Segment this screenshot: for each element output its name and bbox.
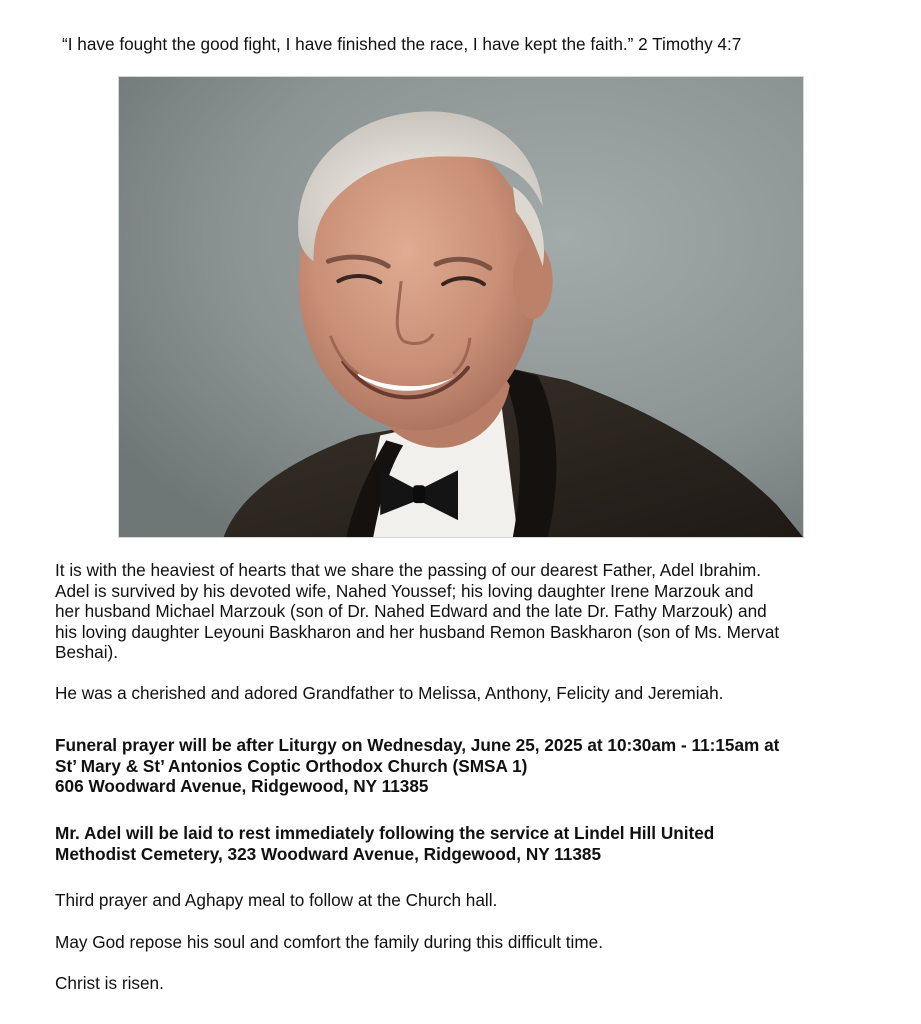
- closing-line: Christ is risen.: [55, 973, 164, 993]
- funeral-line: Funeral prayer will be after Liturgy on Wednesday, June 25, 2025 at 10:30am - 11:15am at: [55, 735, 780, 755]
- obituary-line: It is with the heaviest of hearts that we share the passing of our dearest Father, Adel Ibrahim.: [55, 560, 762, 580]
- obituary-line: Beshai).: [55, 642, 119, 663]
- obituary-paragraph: [55, 560, 875, 663]
- obituary-line: Adel is survived by his devoted wife, Nahed Youssef; his loving daughter Irene Marzouk and: [55, 580, 754, 601]
- portrait-photo: [118, 76, 804, 538]
- burial-line: Mr. Adel will be laid to rest immediately following the service at Lindel Hill United: [55, 823, 715, 843]
- portrait-illustration: [119, 77, 803, 537]
- funeral-church-line: St’ Mary & St’ Antonios Coptic Orthodox Church (SMSA 1): [55, 755, 528, 776]
- repose-line: May God repose his soul and comfort the family during this difficult time.: [55, 932, 604, 952]
- obituary-line: his loving daughter Leyouni Baskharon and her husband Remon Baskharon (son of Ms. Mervat: [55, 621, 780, 642]
- burial-line: Methodist Cemetery, 323 Woodward Avenue, Ridgewood, NY 11385: [55, 843, 602, 864]
- obituary-line: her husband Michael Marzouk (son of Dr. Nahed Edward and the late Dr. Fathy Marzouk) and: [55, 601, 767, 622]
- closing-paragraph: [55, 973, 875, 994]
- repose-paragraph: [55, 932, 875, 953]
- funeral-address-line: 606 Woodward Avenue, Ridgewood, NY 11385: [55, 776, 429, 797]
- grandfather-paragraph: [55, 683, 875, 704]
- grandfather-line: He was a cherished and adored Grandfather to Melissa, Anthony, Felicity and Jeremiah.: [55, 683, 724, 703]
- meal-line: Third prayer and Aghapy meal to follow at the Church hall.: [55, 890, 498, 910]
- bible-verse: “I have fought the good fight, I have finished the race, I have kept the faith.” 2 Timothy 4:7: [62, 34, 742, 54]
- funeral-details-paragraph: [55, 735, 875, 797]
- meal-paragraph: [55, 890, 875, 911]
- burial-details-paragraph: [55, 823, 875, 864]
